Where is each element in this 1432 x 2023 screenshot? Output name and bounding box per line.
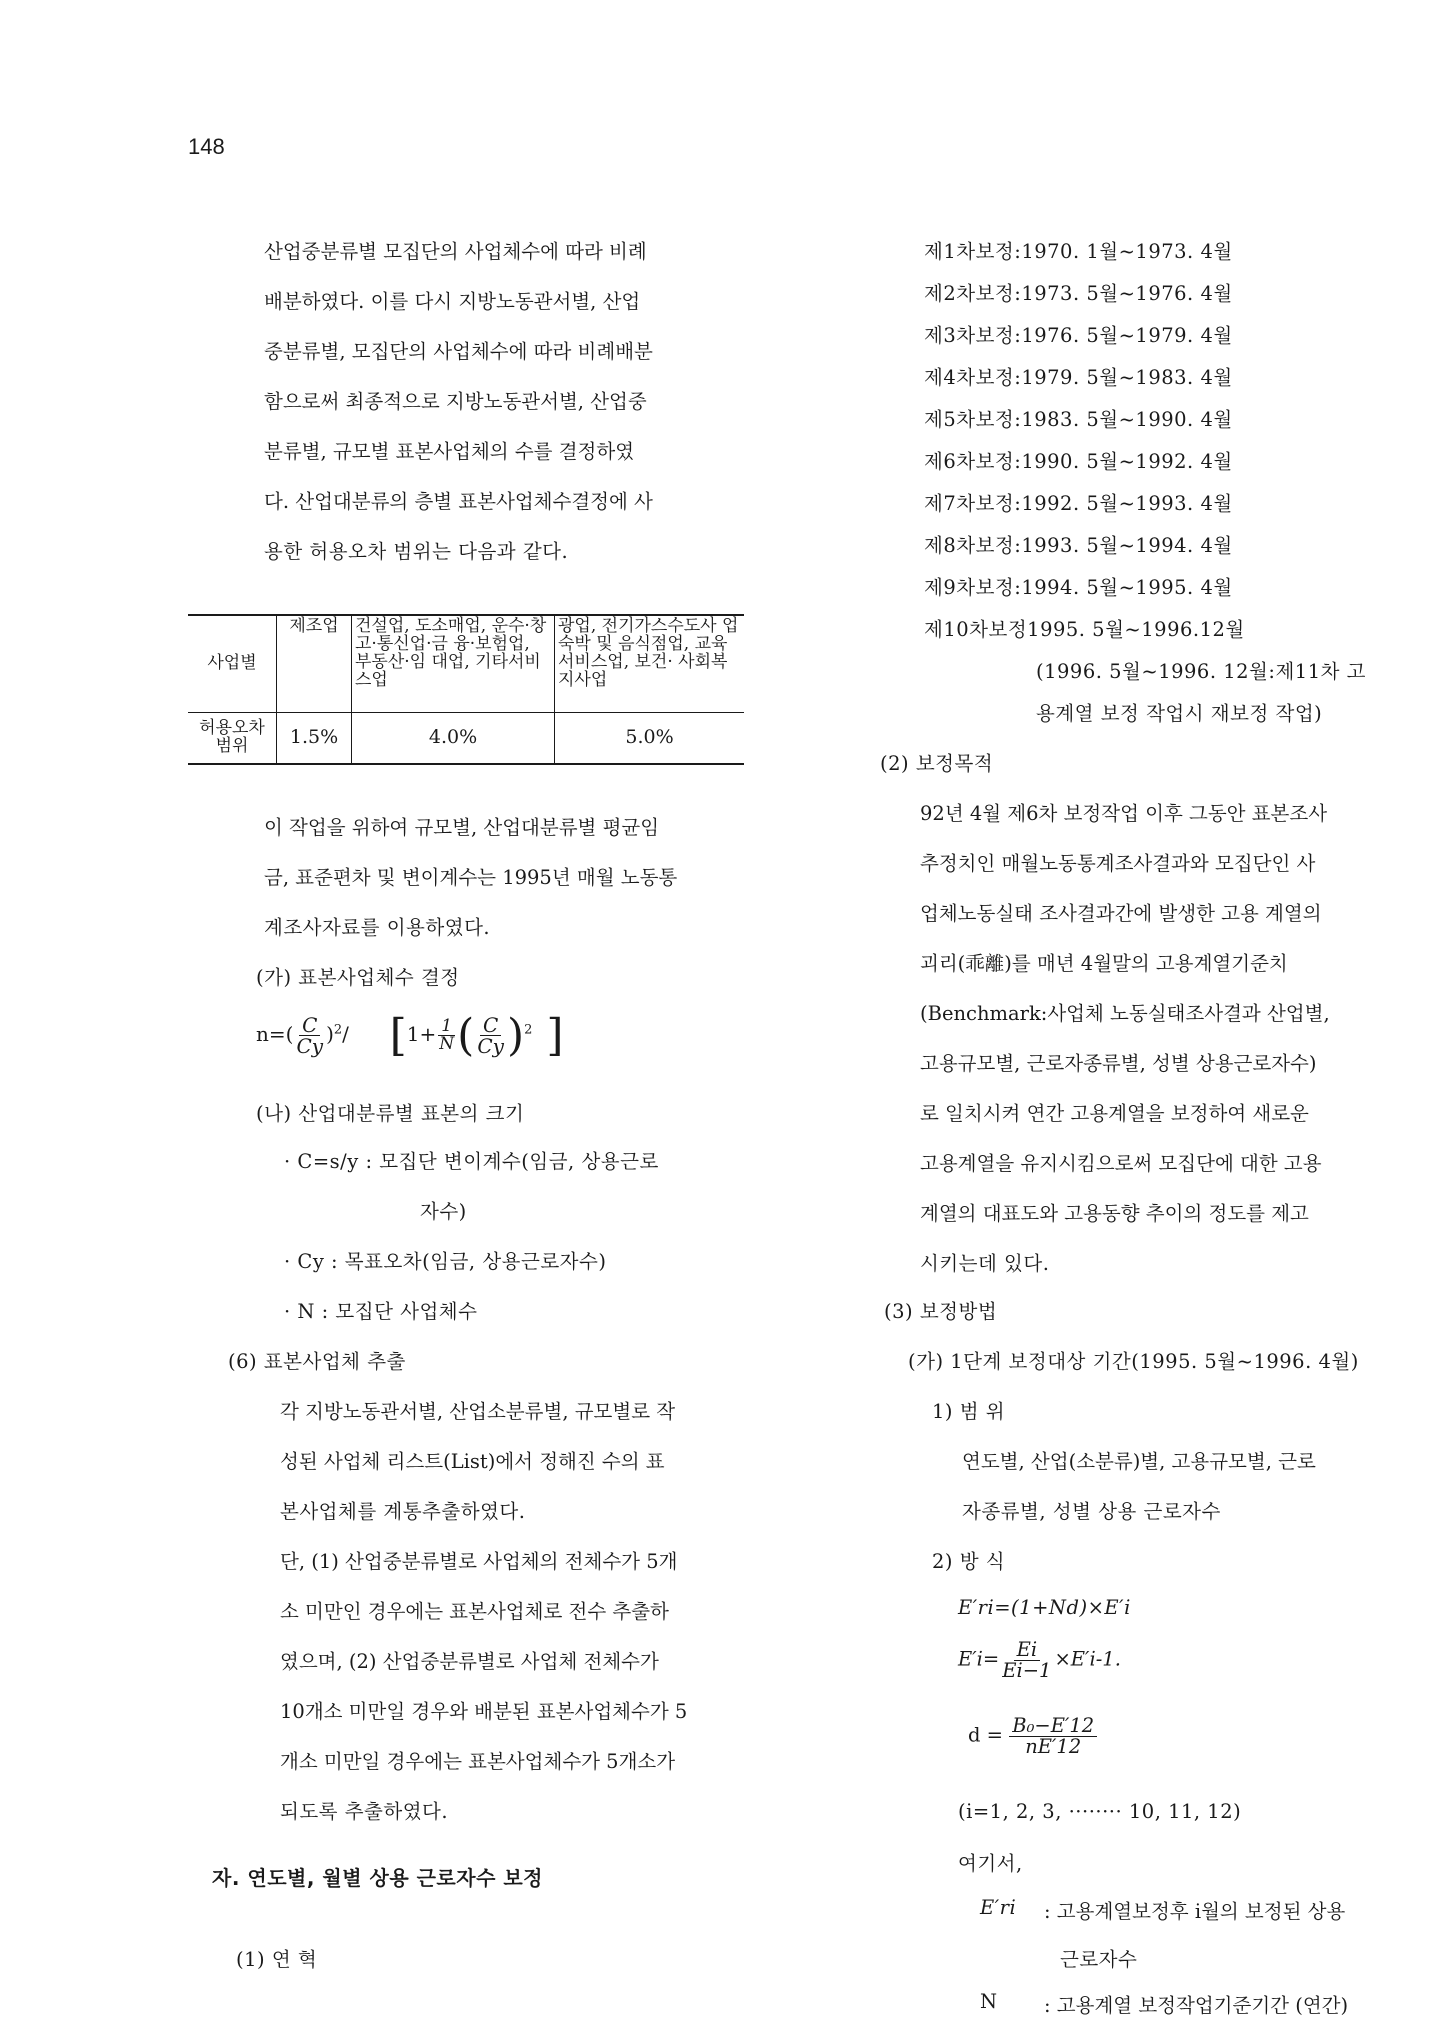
text-line: 계열의 대표도와 고용동향 추이의 정도를 제고	[920, 1202, 1309, 1225]
table-header-group3: 광업, 전기가스수도사 업 숙박 및 음식점업, 교육서비스업, 보건· 사회복지사업	[555, 615, 745, 713]
text-line: 본사업체를 계통추출하였다.	[280, 1500, 526, 1523]
text-line: 성된 사업체 리스트(List)에서 정해진 수의 표	[280, 1450, 665, 1473]
history-line: 제1차보정:1970. 1월~1973. 4월	[924, 240, 1233, 263]
text-line: 로 일치시켜 연간 고용계열을 보정하여 새로운	[920, 1102, 1309, 1125]
section-1-heading: (1) 연 혁	[236, 1948, 318, 1971]
history-line: 제9차보정:1994. 5월~1995. 4월	[924, 576, 1233, 599]
table-header-group2: 건설업, 도소매업, 운수·창고·통신업·금 융·보험업, 부동산·임 대업, 기타서비스업	[352, 615, 555, 713]
text-line: 배분하였다. 이를 다시 지방노동관서별, 산업	[264, 290, 641, 313]
text-line: 다. 산업대분류의 층별 표본사업체수결정에 사	[264, 490, 653, 513]
sample-size-formula: n=( $\frac{C}{Cy}$ )$^2$/ [1+ $\frac{1}{N}$ ( $\frac{C}{Cy}$ )$^2$ ]	[256, 1010, 564, 1061]
text-line: 개소 미만일 경우에는 표본사업체수가 5개소가	[280, 1750, 676, 1773]
history-note: 용계열 보정 작업시 재보정 작업)	[1036, 702, 1323, 725]
subheading-ga: (가) 표본사업체수 결정	[256, 966, 460, 989]
definition-cy: · Cy : 목표오차(임금, 상용근로자수)	[284, 1250, 607, 1273]
history-line: 제2차보정:1973. 5월~1976. 4월	[924, 282, 1233, 305]
text-line: 10개소 미만일 경우와 배분된 표본사업체수가 5	[280, 1700, 688, 1723]
history-line: 제3차보정:1976. 5월~1979. 4월	[924, 324, 1233, 347]
text-line: 시키는데 있다.	[920, 1252, 1050, 1275]
text-line: 함으로써 최종적으로 지방노동관서별, 산업중	[264, 390, 647, 413]
equation-1: E′ri=(1+Nd)×E′i	[958, 1596, 1131, 1619]
subheading-na: (나) 산업대분류별 표본의 크기	[256, 1102, 525, 1125]
text-line: 용한 허용오차 범위는 다음과 같다.	[264, 540, 569, 563]
table-cell: 5.0%	[555, 713, 745, 765]
text-line: 계조사자료를 이용하였다.	[264, 916, 491, 939]
text-line: 자종류별, 성별 상용 근로자수	[962, 1500, 1221, 1523]
section-3-heading: (3) 보정방법	[884, 1300, 998, 1323]
history-line: 제8차보정:1993. 5월~1994. 4월	[924, 534, 1233, 557]
text-line: 각 지방노동관서별, 산업소분류별, 규모별로 작	[280, 1400, 676, 1423]
section-heading: 자. 연도별, 월별 상용 근로자수 보정	[212, 1866, 543, 1890]
text-line: 분류별, 규모별 표본사업체의 수를 결정하였	[264, 440, 635, 463]
text-line: 중분류별, 모집단의 사업체수에 따라 비례배분	[264, 340, 653, 363]
text-line: 괴리(乖離)를 매년 4월말의 고용계열기준치	[920, 952, 1288, 975]
section-6-heading: (6) 표본사업체 추출	[228, 1350, 406, 1373]
history-line: 제7차보정:1992. 5월~1993. 4월	[924, 492, 1233, 515]
page-number: 148	[188, 134, 225, 159]
equation-index: (i=1, 2, 3, ········ 10, 11, 12)	[958, 1800, 1242, 1823]
definition-erI-cont: 근로자수	[1060, 1948, 1138, 1971]
section-2-heading: (2) 보정목적	[880, 752, 994, 775]
definition-c: · C=s/y : 모집단 변이계수(임금, 상용근로	[284, 1150, 659, 1173]
text-line: 고용규모별, 근로자종류별, 성별 상용근로자수)	[920, 1052, 1317, 1075]
text-line: 92년 4월 제6차 보정작업 이후 그동안 표본조사	[920, 802, 1328, 825]
text-line: 연도별, 산업(소분류)별, 고용규모별, 근로	[962, 1450, 1316, 1473]
definition-erI: : 고용계열보정후 i월의 보정된 상용	[1044, 1900, 1346, 1923]
table-cell: 1.5%	[277, 713, 352, 765]
text-line: 추정치인 매월노동통계조사결과와 모집단인 사	[920, 852, 1316, 875]
equation-2: E′i= $\frac{Ei}{Ei-1}$ ×E′i-1.	[958, 1638, 1121, 1682]
equation-3: d = $\frac{\text{B₀−E′12}}{nE'12}$	[968, 1716, 1097, 1756]
history-line: 제5차보정:1983. 5월~1990. 4월	[924, 408, 1233, 431]
range-heading: 1) 범 위	[932, 1400, 1006, 1423]
definition-c-cont: 자수)	[420, 1200, 467, 1223]
definition-n: · N : 모집단 사업체수	[284, 1300, 478, 1323]
step-1-heading: (가) 1단계 보정대상 기간(1995. 5월~1996. 4월)	[908, 1350, 1359, 1373]
where-label: 여기서,	[958, 1852, 1023, 1875]
method-heading: 2) 방 식	[932, 1550, 1006, 1573]
text-line: 고용계열을 유지시킴으로써 모집단에 대한 고용	[920, 1152, 1322, 1175]
symbol-n: N	[980, 1990, 998, 2013]
table-cell: 4.0%	[352, 713, 555, 765]
text-line: (Benchmark:사업체 노동실태조사결과 산업별,	[920, 1002, 1330, 1025]
text-line: 소 미만인 경우에는 표본사업체로 전수 추출하	[280, 1600, 669, 1623]
tolerance-table	[188, 614, 744, 765]
definition-n-right: : 고용계열 보정작업기준기간 (연간)	[1044, 1994, 1349, 2017]
table-header-manufacturing: 제조업	[277, 615, 352, 713]
text-line: 였으며, (2) 산업중분류별로 사업체 전체수가	[280, 1650, 659, 1673]
text-line: 금, 표준편차 및 변이계수는 1995년 매월 노동통	[264, 866, 678, 889]
table-header-business: 사업별	[188, 615, 277, 713]
table-row-label: 허용오차 범위	[188, 713, 277, 765]
text-line: 단, (1) 산업중분류별로 사업체의 전체수가 5개	[280, 1550, 678, 1573]
symbol-erI: E′ri	[980, 1896, 1017, 1919]
text-line: 되도록 추출하였다.	[280, 1800, 449, 1823]
history-line: 제6차보정:1990. 5월~1992. 4월	[924, 450, 1233, 473]
history-note: (1996. 5월~1996. 12월:제11차 고	[1036, 660, 1366, 683]
text-line: 산업중분류별 모집단의 사업체수에 따라 비례	[264, 240, 647, 263]
text-line: 업체노동실태 조사결과간에 발생한 고용 계열의	[920, 902, 1322, 925]
text-line: 이 작업을 위하여 규모별, 산업대분류별 평균임	[264, 816, 660, 839]
history-line: 제4차보정:1979. 5월~1983. 4월	[924, 366, 1233, 389]
history-line: 제10차보정1995. 5월~1996.12월	[924, 618, 1245, 641]
